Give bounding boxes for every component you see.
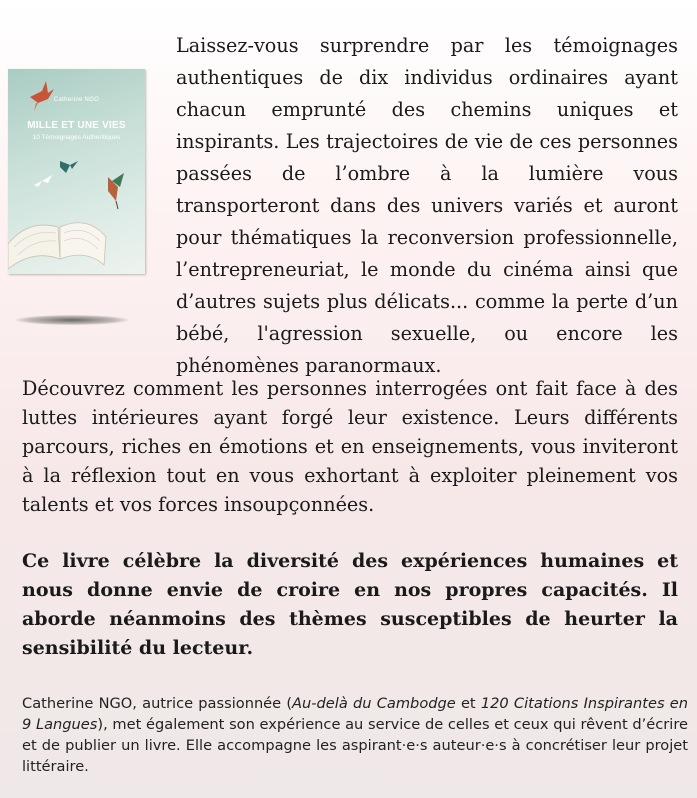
description-paragraph-2: Découvrez comment les personnes interrogées ont fait face à des luttes intérieures ayant forgé leur existence. Leurs différents parcours, riches en émotions et en enseignements, vous inviteront à la réflexion tout en vous exhortant à exploiter pleinement vos talents et vos forces insoupçonnées. xyxy=(22,377,678,516)
description-paragraph-3: Ce livre célèbre la diversité des expériences humaines et nous donne envie de croire en nos propres capacités. Il aborde néanmoins des thèmes susceptibles de heurter la sensibilité du lecteur. xyxy=(22,550,678,659)
open-book-icon xyxy=(8,223,106,269)
cover-shadow xyxy=(16,315,128,325)
author-bio-book-1: Au-delà du Cambodge xyxy=(292,695,456,712)
author-bio-text-1: Catherine NGO, autrice passionnée ( xyxy=(22,695,293,712)
white-bird-icon xyxy=(34,175,52,187)
cover-author: Catherine NGO xyxy=(53,97,100,103)
description-paragraph-1: Laissez-vous surprendre par les témoignages authentiques de dix individus ordinaires ayant chacun emprunté des chemins uniques et inspirants. Les trajectoires de vie de ces personnes passées de l’ombre à la lumière vous transporteront dans des univers variés et auront pour thématiques la reconversion professionnelle, l’entrepreneuriat, le monde du cinéma ainsi que d’autres sujets plus délicats... comme la perte d’un bébé, l'agression sexuelle, ou encore les phénomènes paranormaux. xyxy=(176,34,678,377)
author-bio xyxy=(22,693,688,777)
teal-bird-icon xyxy=(60,161,78,173)
cover-subtitle: 10 Témoignages Authentiques xyxy=(32,134,121,141)
author-bio-book-2: 120 Citations Inspirantes en 9 Langues xyxy=(22,695,688,733)
hummingbird-icon xyxy=(108,173,124,209)
cover-title: MILLE ET UNE VIES xyxy=(27,120,126,131)
book-cover xyxy=(8,69,145,274)
author-bio-text-3: ), met également son expérience au service de celles et ceux qui rêvent d’écrire et de publier un livre. Elle accompagne les aspirant·e·s auteur·e·s à concrétiser leur projet littéraire. xyxy=(22,716,688,775)
red-bird-icon xyxy=(30,81,54,111)
author-bio-text-2: et xyxy=(455,695,481,712)
